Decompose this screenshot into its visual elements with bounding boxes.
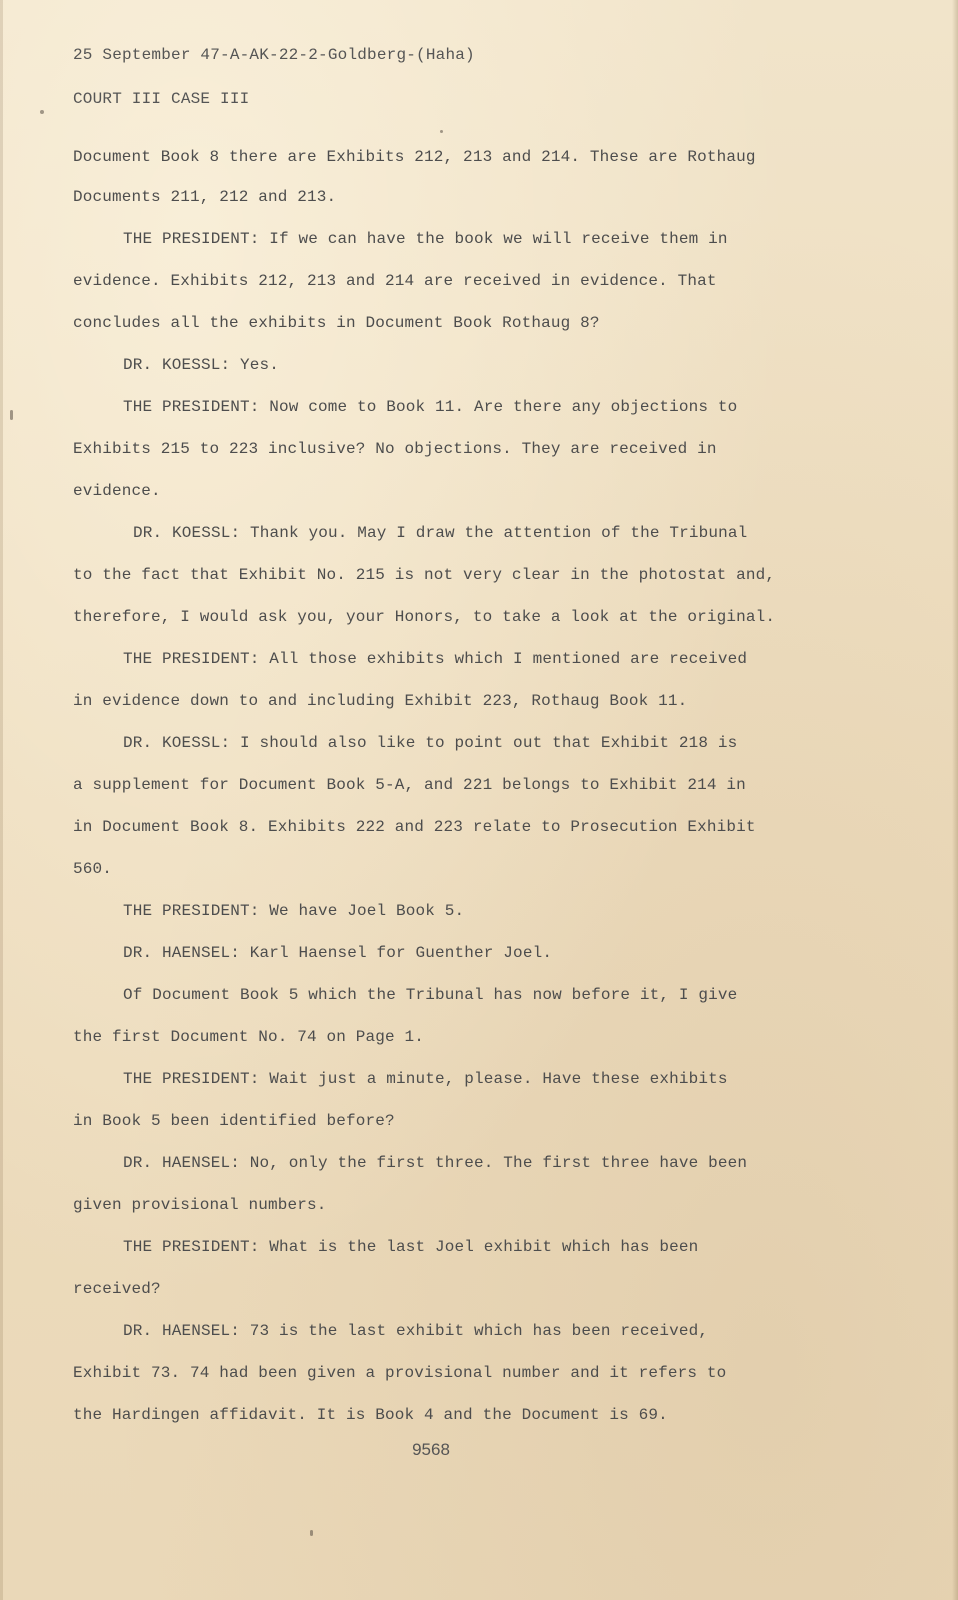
page-edge-right bbox=[952, 0, 958, 1600]
transcript-line: Documents 211, 212 and 213. bbox=[73, 188, 337, 206]
paper-speck bbox=[40, 110, 44, 114]
transcript-line: received? bbox=[73, 1280, 161, 1298]
transcript-line: DR. KOESSL: I should also like to point out that Exhibit 218 is bbox=[123, 734, 738, 752]
page-edge-left bbox=[0, 0, 3, 1600]
transcript-line: DR. HAENSEL: 73 is the last exhibit which has been received, bbox=[123, 1322, 709, 1340]
transcript-line: THE PRESIDENT: Wait just a minute, please. Have these exhibits bbox=[123, 1070, 728, 1088]
transcript-line: 560. bbox=[73, 860, 113, 878]
transcript-line: evidence. Exhibits 212, 213 and 214 are received in evidence. That bbox=[73, 272, 717, 290]
transcript-line: a supplement for Document Book 5-A, and 221 belongs to Exhibit 214 in bbox=[73, 776, 746, 794]
transcript-line: THE PRESIDENT: If we can have the book we will receive them in bbox=[123, 230, 728, 248]
transcript-line: given provisional numbers. bbox=[73, 1196, 327, 1214]
transcript-line: DR. KOESSL: Yes. bbox=[123, 356, 280, 374]
transcript-line: Exhibits 215 to 223 inclusive? No objections. They are received in bbox=[73, 440, 717, 458]
transcript-line: DR. KOESSL: Thank you. May I draw the attention of the Tribunal bbox=[133, 524, 748, 542]
transcript-line: in Document Book 8. Exhibits 222 and 223 relate to Prosecution Exhibit bbox=[73, 818, 756, 836]
transcript-line: DR. HAENSEL: No, only the first three. The first three have been bbox=[123, 1154, 748, 1172]
paper-speck bbox=[440, 130, 443, 133]
transcript-line: in Book 5 been identified before? bbox=[73, 1112, 395, 1130]
transcript-line: to the fact that Exhibit No. 215 is not very clear in the photostat and, bbox=[73, 566, 776, 584]
transcript-line: evidence. bbox=[73, 482, 161, 500]
transcript-line: Document Book 8 there are Exhibits 212, 213 and 214. These are Rothaug bbox=[73, 148, 756, 166]
transcript-line: DR. HAENSEL: Karl Haensel for Guenther Joel. bbox=[123, 944, 553, 962]
transcript-line: the first Document No. 74 on Page 1. bbox=[73, 1028, 425, 1046]
header-date-reference: 25 September 47-A-AK-22-2-Goldberg-(Haha) bbox=[73, 46, 475, 64]
transcript-line: the Hardingen affidavit. It is Book 4 and the Document is 69. bbox=[73, 1406, 668, 1424]
transcript-line: concludes all the exhibits in Document Book Rothaug 8? bbox=[73, 314, 600, 332]
paper-speck bbox=[10, 410, 13, 420]
page-number: 9568 bbox=[412, 1440, 450, 1459]
transcript-line: therefore, I would ask you, your Honors, to take a look at the original. bbox=[73, 608, 776, 626]
transcript-line: THE PRESIDENT: All those exhibits which I mentioned are received bbox=[123, 650, 748, 668]
header-court-case: COURT III CASE III bbox=[73, 90, 250, 108]
transcript-line: THE PRESIDENT: What is the last Joel exhibit which has been bbox=[123, 1238, 699, 1256]
transcript-line: THE PRESIDENT: We have Joel Book 5. bbox=[123, 902, 465, 920]
transcript-line: in evidence down to and including Exhibit 223, Rothaug Book 11. bbox=[73, 692, 688, 710]
transcript-line: THE PRESIDENT: Now come to Book 11. Are there any objections to bbox=[123, 398, 738, 416]
paper-speck bbox=[310, 1530, 313, 1536]
transcript-line: Of Document Book 5 which the Tribunal has now before it, I give bbox=[123, 986, 738, 1004]
transcript-line: Exhibit 73. 74 had been given a provisional number and it refers to bbox=[73, 1364, 727, 1382]
